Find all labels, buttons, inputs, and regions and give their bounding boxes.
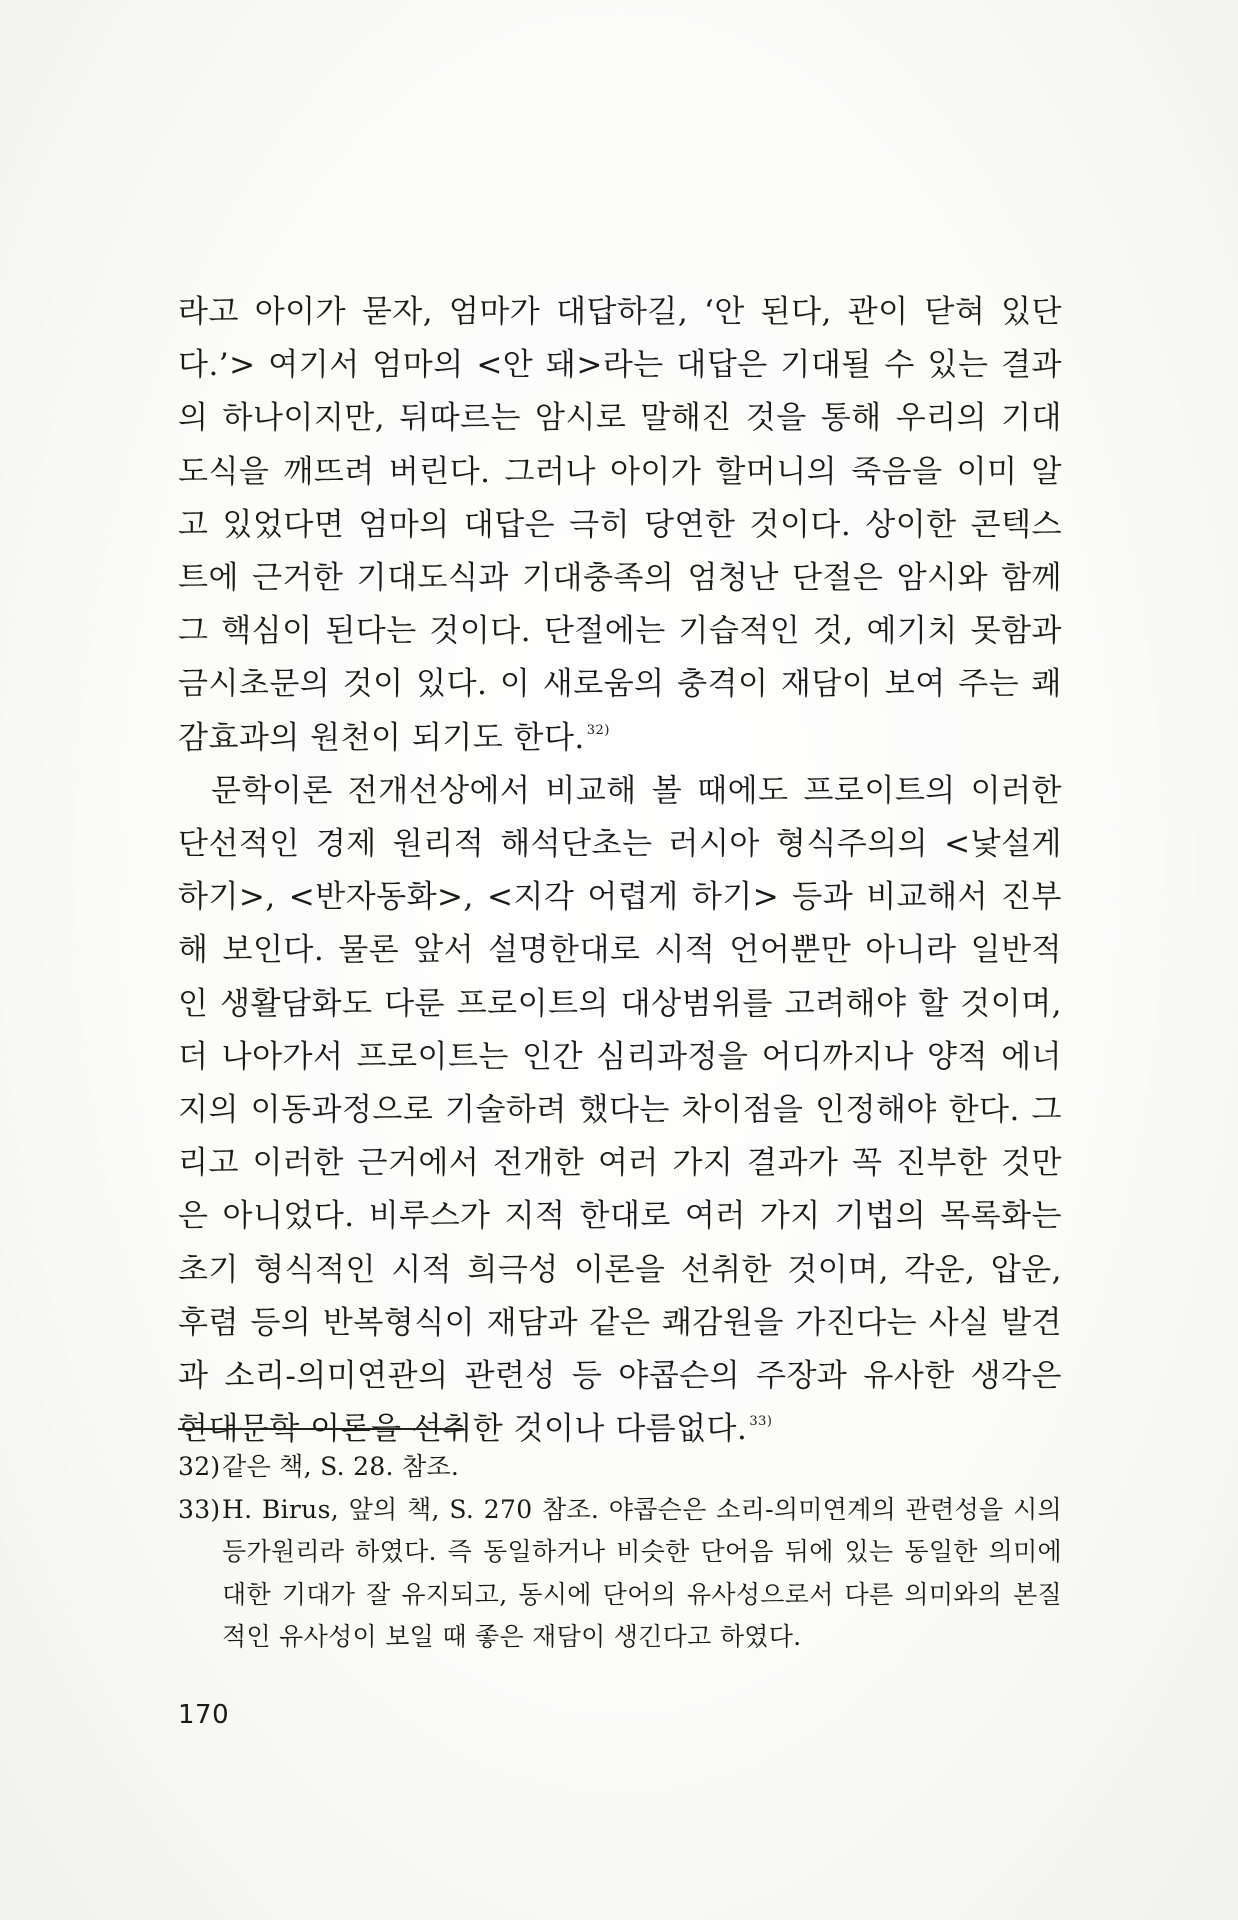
main-text — [178, 286, 1062, 1456]
footnote-divider — [178, 1428, 464, 1430]
footnote-text: 같은 책, S. 28. 참조. — [222, 1452, 460, 1481]
footnote-text: H. Birus, 앞의 책, S. 270 참조. 야콥슨은 소리-의미연계의 관련성을 시의 등가원리라 하였다. 즉 동일하거나 비슷한 단어음 뒤에 있는 동일한 의미에 대한 기대가 잘 유지되고, 동시에 단어의 유사성으로서 다른 의미와의 본질적인 유사성이 보일 때 좋은 재담이 생긴다고 하였다. — [222, 1494, 1062, 1651]
footnote — [178, 1489, 1062, 1659]
footnote-number: 32) — [178, 1452, 221, 1481]
footnote-number: 33) — [178, 1494, 221, 1524]
footnote — [178, 1446, 1062, 1489]
paragraph-text: 문학이론 전개선상에서 비교해 볼 때에도 프로이트의 이러한 단선적인 경제 원리적 해석단초는 러시아 형식주의의 <낯설게 하기>, <반자동화>, <지각 어렵게 하기> 등과 비교해서 진부해 보인다. 물론 앞서 설명한대로 시적 언어뿐만 아니라 일반적인 생활담화도 다룬 프로이트의 대상범위를 고려해야 할 것이며, 더 나아가서 프로이트는 인간 심리과정을 어디까지나 양적 에너지의 이동과정으로 기술하려 했다는 차이점을 인정해야 한다. 그리고 이러한 근거에서 전개한 여러 가지 결과가 꼭 진부한 것만은 아니었다. 비루스가 지적 한대로 여러 가지 기법의 목록화는 초기 형식적인 시적 희극성 이론을 선취한 것이며, 각운, 압운, 후렴 등의 반복형식이 재담과 같은 쾌감원을 가진다는 사실 발견과 소리-의미연관의 관련성 등 야콥슨의 주장과 유사한 생각은 현대문학 이론을 선취한 것이나 다름없다. — [178, 772, 1062, 1448]
footnotes — [178, 1446, 1062, 1659]
footnote-reference: 33) — [749, 1414, 773, 1430]
paragraph-text: 라고 아이가 묻자, 엄마가 대답하길, ‘안 된다, 관이 닫혀 있단다.’> 여기서 엄마의 <안 돼>라는 대답은 기대될 수 있는 결과의 하나이지만, 뒤따르는 암시로 말해진 것을 통해 우리의 기대도식을 깨뜨려 버린다. 그러나 아이가 할머니의 죽음을 이미 알고 있었다면 엄마의 대답은 극히 당연한 것이다. 상이한 콘텍스트에 근거한 기대도식과 기대충족의 엄청난 단절은 암시와 함께 그 핵심이 된다는 것이다. 단절에는 기습적인 것, 예기치 못함과 금시초문의 것이 있다. 이 새로움의 충격이 재담이 보여 주는 쾌감효과의 원천이 되기도 한다. — [178, 294, 1062, 756]
paragraph — [178, 765, 1062, 1457]
footnote-reference: 32) — [586, 722, 610, 738]
page-number: 170 — [178, 1700, 230, 1730]
paragraph — [178, 286, 1062, 765]
